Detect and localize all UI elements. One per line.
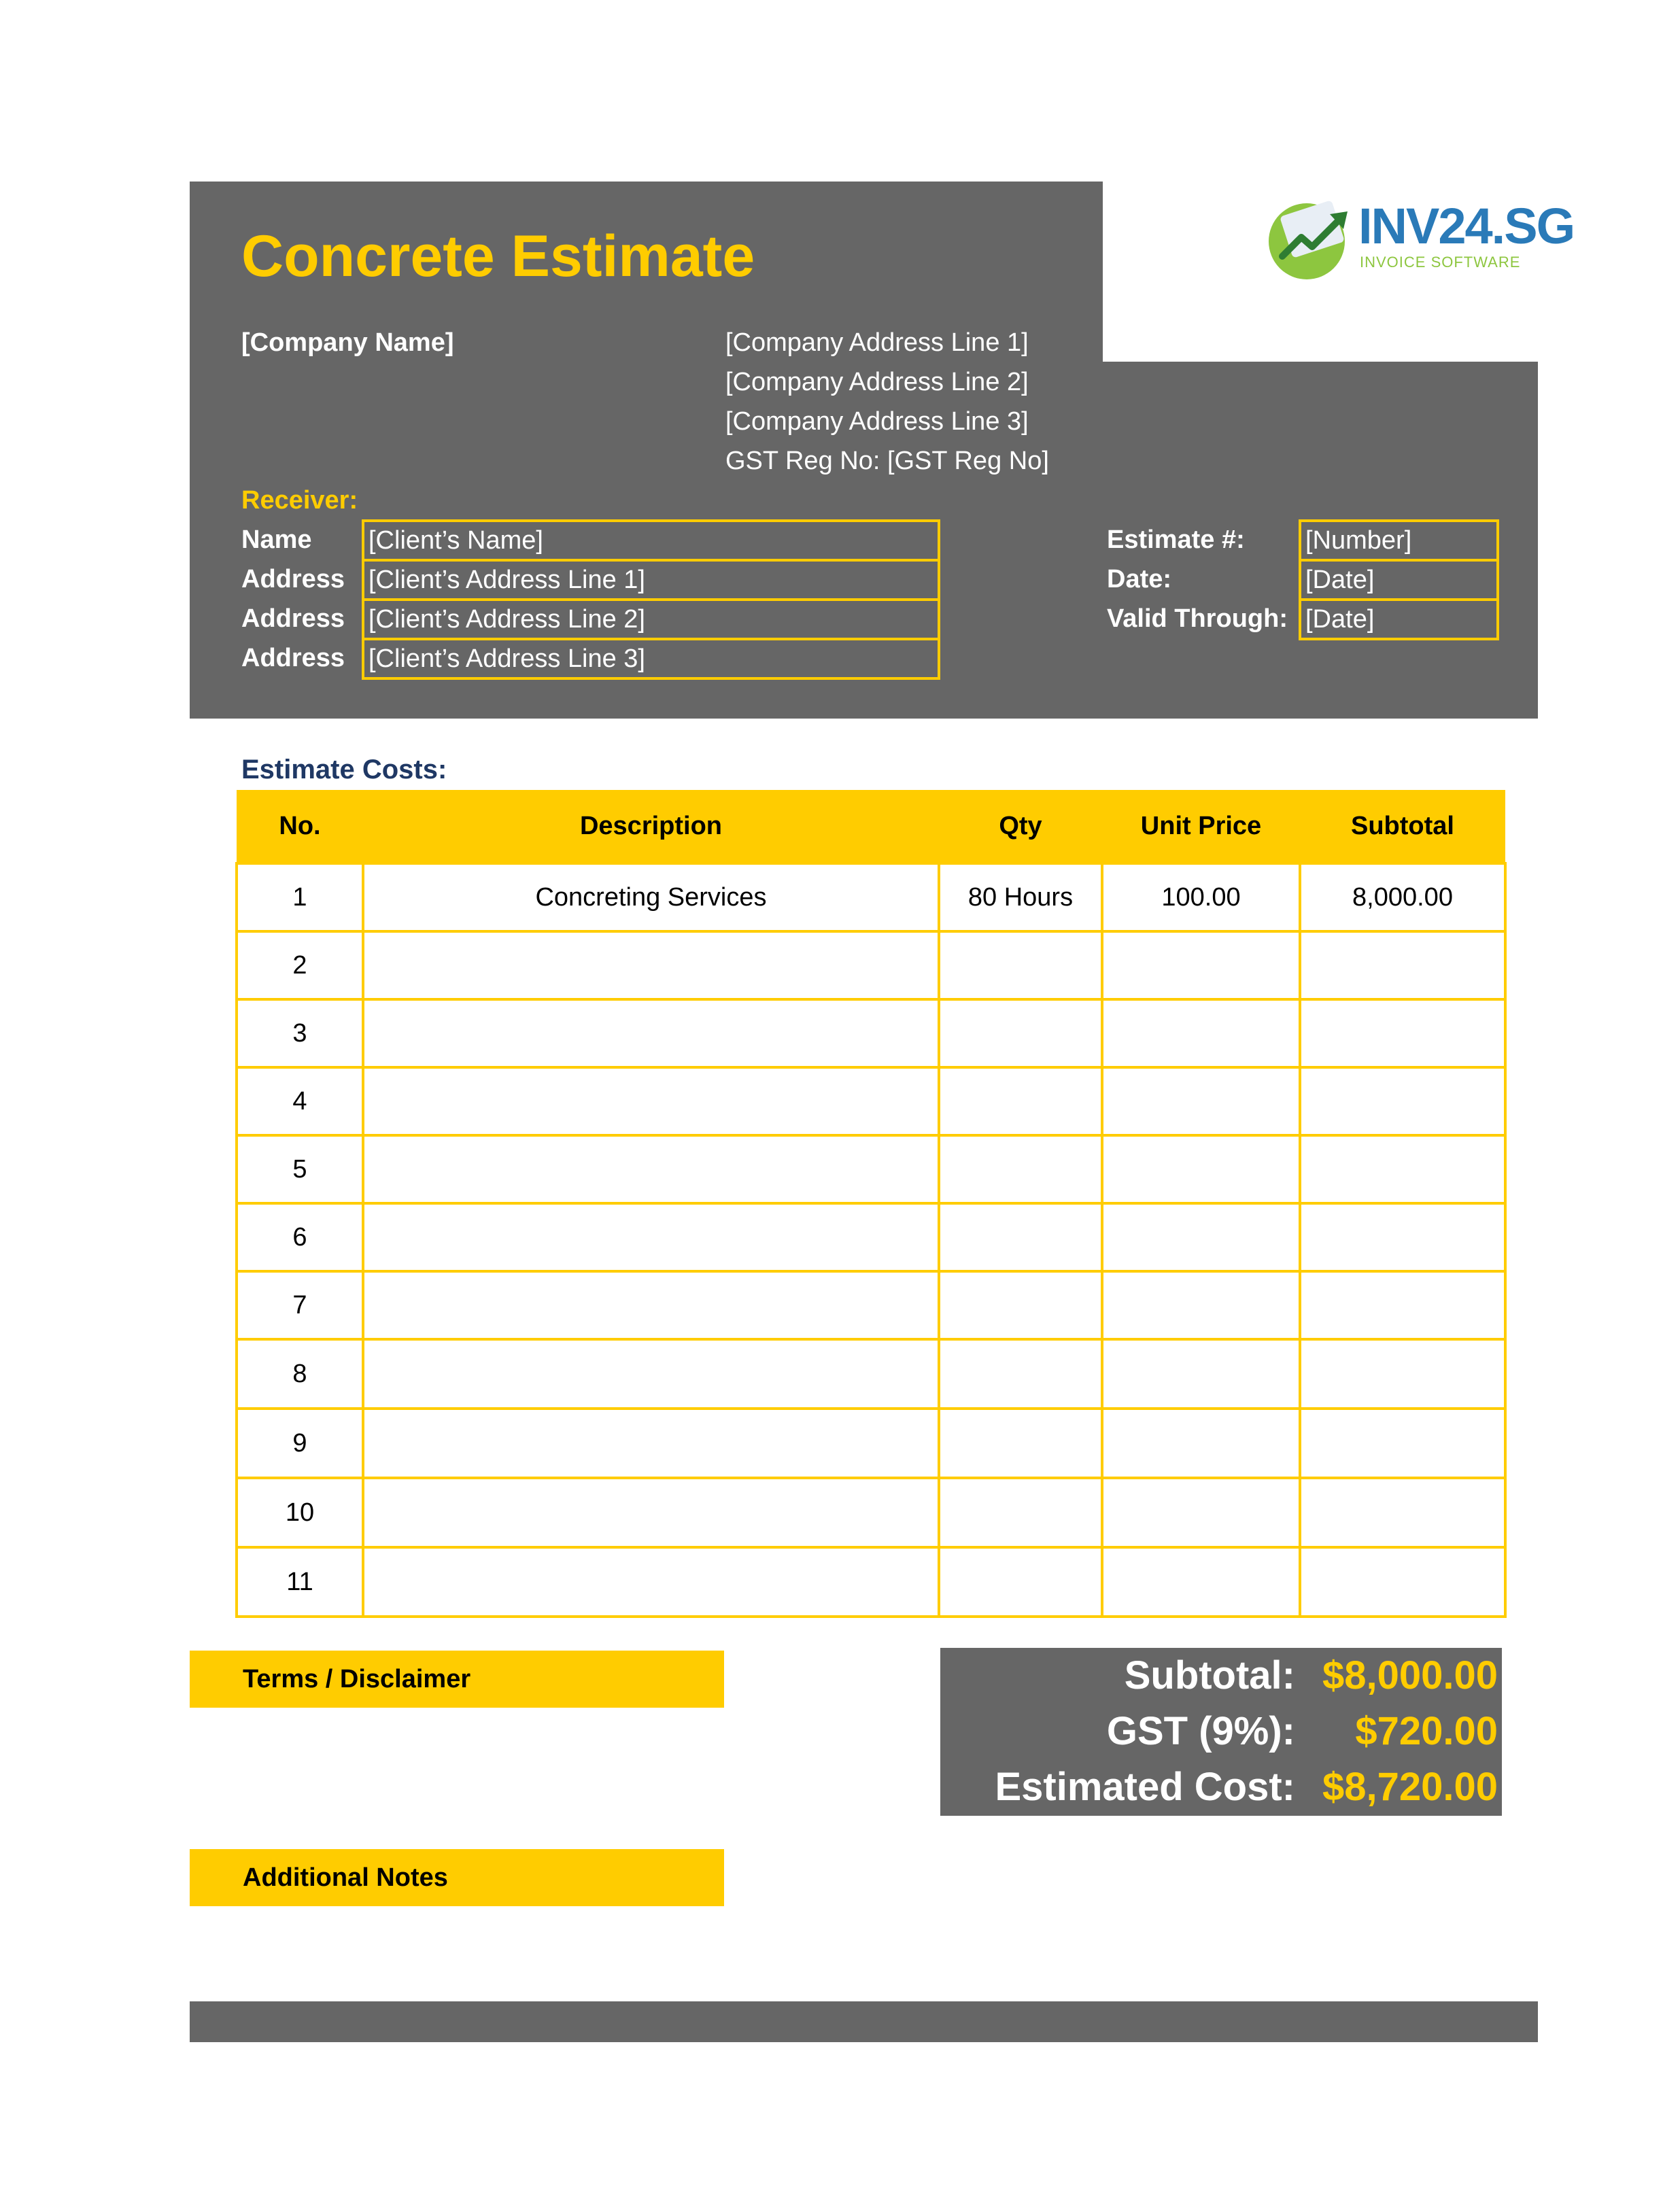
receiver-address-label: Address xyxy=(241,644,345,672)
cell-description[interactable] xyxy=(363,1203,939,1271)
subtotal-label: Subtotal: xyxy=(1124,1653,1295,1697)
cell-no[interactable]: 7 xyxy=(237,1271,363,1339)
cell-qty[interactable] xyxy=(939,1409,1102,1478)
cell-qty[interactable]: 80 Hours xyxy=(939,863,1102,931)
table-row xyxy=(237,1135,1505,1203)
cell-qty[interactable] xyxy=(939,1547,1102,1617)
column-header-unit-price: Unit Price xyxy=(1102,790,1300,863)
cell-description[interactable] xyxy=(363,1409,939,1478)
cell-qty[interactable] xyxy=(939,1478,1102,1547)
cell-description[interactable] xyxy=(363,1271,939,1339)
cell-subtotal[interactable] xyxy=(1300,1067,1505,1135)
cell-qty[interactable] xyxy=(939,931,1102,999)
cell-qty[interactable] xyxy=(939,999,1102,1067)
cell-qty[interactable] xyxy=(939,1135,1102,1203)
table-row xyxy=(237,1547,1505,1617)
column-header-no: No. xyxy=(237,790,363,863)
cell-qty[interactable] xyxy=(939,1271,1102,1339)
gst-label: GST (9%): xyxy=(1106,1709,1295,1753)
table-row xyxy=(237,1478,1505,1547)
estimated-cost-label: Estimated Cost: xyxy=(995,1765,1295,1809)
cell-no[interactable]: 1 xyxy=(237,863,363,931)
cell-no[interactable]: 11 xyxy=(237,1547,363,1617)
column-header-description: Description xyxy=(363,790,939,863)
receiver-name-label: Name xyxy=(241,525,312,554)
estimate-number-field[interactable]: [Number] xyxy=(1299,519,1499,562)
valid-through-label: Valid Through: xyxy=(1107,604,1288,633)
cell-description[interactable] xyxy=(363,931,939,999)
company-address-line-1: [Company Address Line 1] xyxy=(725,328,1029,357)
cell-qty[interactable] xyxy=(939,1203,1102,1271)
column-header-qty: Qty xyxy=(939,790,1102,863)
company-logo xyxy=(1265,194,1575,282)
terms-disclaimer-bar: Terms / Disclaimer xyxy=(190,1651,724,1708)
table-row xyxy=(237,1067,1505,1135)
estimate-costs-heading: Estimate Costs: xyxy=(241,755,447,785)
cell-subtotal[interactable] xyxy=(1300,1339,1505,1409)
valid-through-field[interactable]: [Date] xyxy=(1299,598,1499,640)
logo-tagline: INVOICE SOFTWARE xyxy=(1360,254,1521,271)
additional-notes-bar: Additional Notes xyxy=(190,1849,724,1906)
client-address-line-3-field[interactable]: [Client’s Address Line 3] xyxy=(362,638,940,680)
company-address-line-2: [Company Address Line 2] xyxy=(725,368,1029,396)
cell-unit-price[interactable]: 100.00 xyxy=(1102,863,1300,931)
cell-no[interactable]: 9 xyxy=(237,1409,363,1478)
cell-description[interactable] xyxy=(363,999,939,1067)
client-address-line-1-field[interactable]: [Client’s Address Line 1] xyxy=(362,559,940,601)
cell-subtotal[interactable] xyxy=(1300,1409,1505,1478)
cell-unit-price[interactable] xyxy=(1102,1409,1300,1478)
cell-unit-price[interactable] xyxy=(1102,1203,1300,1271)
cell-description[interactable] xyxy=(363,1067,939,1135)
cell-no[interactable]: 4 xyxy=(237,1067,363,1135)
estimated-cost-value: $8,720.00 xyxy=(1322,1765,1498,1809)
cell-no[interactable]: 6 xyxy=(237,1203,363,1271)
cell-subtotal[interactable] xyxy=(1300,1478,1505,1547)
cell-no[interactable]: 3 xyxy=(237,999,363,1067)
table-row xyxy=(237,931,1505,999)
cell-subtotal[interactable] xyxy=(1300,931,1505,999)
client-name-field[interactable]: [Client’s Name] xyxy=(362,519,940,562)
company-address-line-3: [Company Address Line 3] xyxy=(725,407,1029,436)
cell-unit-price[interactable] xyxy=(1102,931,1300,999)
cell-description[interactable] xyxy=(363,1478,939,1547)
cell-unit-price[interactable] xyxy=(1102,1478,1300,1547)
page-title: Concrete Estimate xyxy=(241,224,755,289)
table-row xyxy=(237,1339,1505,1409)
rising-arrow-icon xyxy=(1265,194,1360,282)
cell-qty[interactable] xyxy=(939,1339,1102,1409)
cell-unit-price[interactable] xyxy=(1102,1339,1300,1409)
cell-qty[interactable] xyxy=(939,1067,1102,1135)
table-row xyxy=(237,1271,1505,1339)
cell-subtotal[interactable] xyxy=(1300,1203,1505,1271)
cell-subtotal[interactable] xyxy=(1300,999,1505,1067)
cell-description[interactable] xyxy=(363,1135,939,1203)
cell-description[interactable] xyxy=(363,1339,939,1409)
table-row xyxy=(237,1409,1505,1478)
cell-no[interactable]: 2 xyxy=(237,931,363,999)
cell-subtotal[interactable] xyxy=(1300,1271,1505,1339)
table-row xyxy=(237,863,1505,931)
cell-description[interactable]: Concreting Services xyxy=(363,863,939,931)
cell-no[interactable]: 10 xyxy=(237,1478,363,1547)
table-row xyxy=(237,999,1505,1067)
cell-subtotal[interactable] xyxy=(1300,1135,1505,1203)
logo-brand: INV24.SG xyxy=(1358,198,1575,254)
cell-no[interactable]: 5 xyxy=(237,1135,363,1203)
estimate-number-label: Estimate #: xyxy=(1107,525,1245,554)
cell-no[interactable]: 8 xyxy=(237,1339,363,1409)
receiver-heading: Receiver: xyxy=(241,486,358,515)
subtotal-value: $8,000.00 xyxy=(1322,1653,1498,1697)
cell-unit-price[interactable] xyxy=(1102,1547,1300,1617)
cell-unit-price[interactable] xyxy=(1102,1135,1300,1203)
cell-unit-price[interactable] xyxy=(1102,1271,1300,1339)
cell-unit-price[interactable] xyxy=(1102,1067,1300,1135)
cell-subtotal[interactable]: 8,000.00 xyxy=(1300,863,1505,931)
estimate-costs-table xyxy=(235,790,1507,1618)
client-address-line-2-field[interactable]: [Client’s Address Line 2] xyxy=(362,598,940,640)
date-field[interactable]: [Date] xyxy=(1299,559,1499,601)
gst-value: $720.00 xyxy=(1355,1709,1498,1753)
receiver-address-label: Address xyxy=(241,565,345,593)
cell-description[interactable] xyxy=(363,1547,939,1617)
cell-unit-price[interactable] xyxy=(1102,999,1300,1067)
company-name: [Company Name] xyxy=(241,328,454,357)
cell-subtotal[interactable] xyxy=(1300,1547,1505,1617)
table-row xyxy=(237,1203,1505,1271)
gst-reg-number: GST Reg No: [GST Reg No] xyxy=(725,447,1049,475)
date-label: Date: xyxy=(1107,565,1172,593)
receiver-address-label: Address xyxy=(241,604,345,633)
column-header-subtotal: Subtotal xyxy=(1300,790,1505,863)
table-header-row xyxy=(237,790,1505,863)
footer-bar xyxy=(190,2001,1538,2042)
